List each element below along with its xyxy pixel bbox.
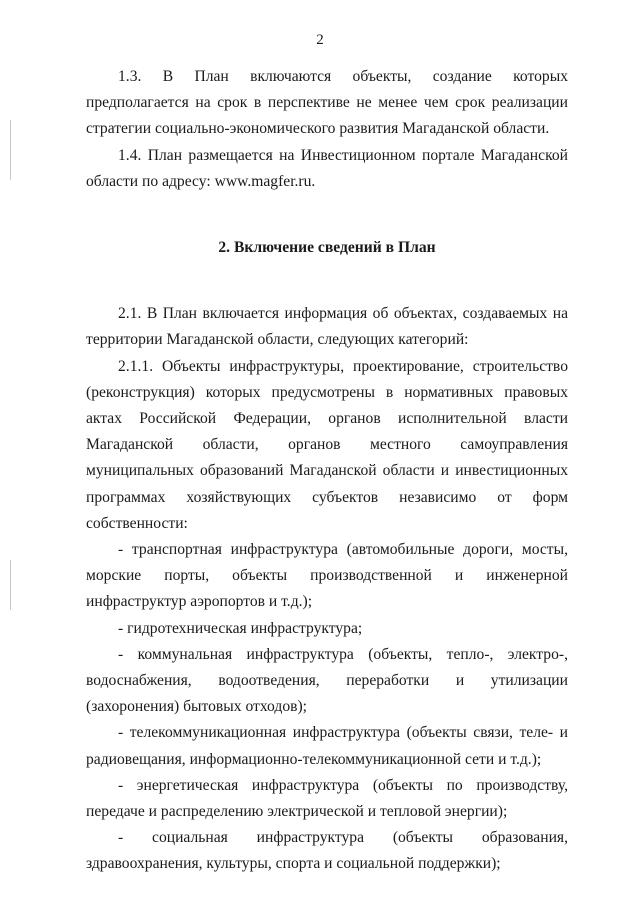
list-item-energy: - энергетическая инфраструктура (объекты по производству, передаче и распределению электрической и тепловой энергии); [86,776,568,821]
document-body [86,64,568,878]
scan-edge-mark [10,120,11,180]
paragraph-2-1: 2.1. В План включается информация об объектах, создаваемых на территории Магаданской области, следующих категорий: [86,305,568,349]
section-heading: 2. Включение сведений в План [218,239,436,257]
paragraph-1-4: 1.4. План размещается на Инвестиционном портале Магаданской области по адресу: www.magfer.ru. [86,146,568,190]
list-item-hydrotechnical: - гидротехническая инфраструктура; [118,619,363,637]
paragraph-2-1-1: 2.1.1. Объекты инфраструктуры, проектирование, строительство (реконструкция) которых предусмотрены в нормативных правовых актах Российской Федерации, органов исполнительной власти Магаданской области, органов местного самоуправления муниципальных образований Магаданской области и инвестиционных программах хозяйствующих субъектов независимо от форм собственности: [86,357,568,532]
list-item-communal: - коммунальная инфраструктура (объекты, тепло-, электро-, водоснабжения, водоотведения, переработки и утилизации (захоронения) бытовых отходов); [86,645,568,716]
paragraph-1-3: 1.3. В План включаются объекты, создание которых предполагается на срок в перспективе не менее чем срок реализации стратегии социально-экономического развития Магаданской области. [86,68,568,138]
list-item-transport: - транспортная инфраструктура (автомобильные дороги, мосты, морские порты, объекты производственной и инженерной инфраструктур аэропортов и т.д.); [86,541,568,611]
scan-edge-mark [10,560,11,610]
page-number: 2 [316,32,324,48]
list-item-telecom: - телекоммуникационная инфраструктура (объекты связи, теле- и радиовещания, информационно-телекоммуникационной сети и т.д.); [86,724,568,768]
list-item-social: - социальная инфраструктура (объекты образования, здравоохранения, культуры, спорта и социальной поддержки); [86,829,568,873]
